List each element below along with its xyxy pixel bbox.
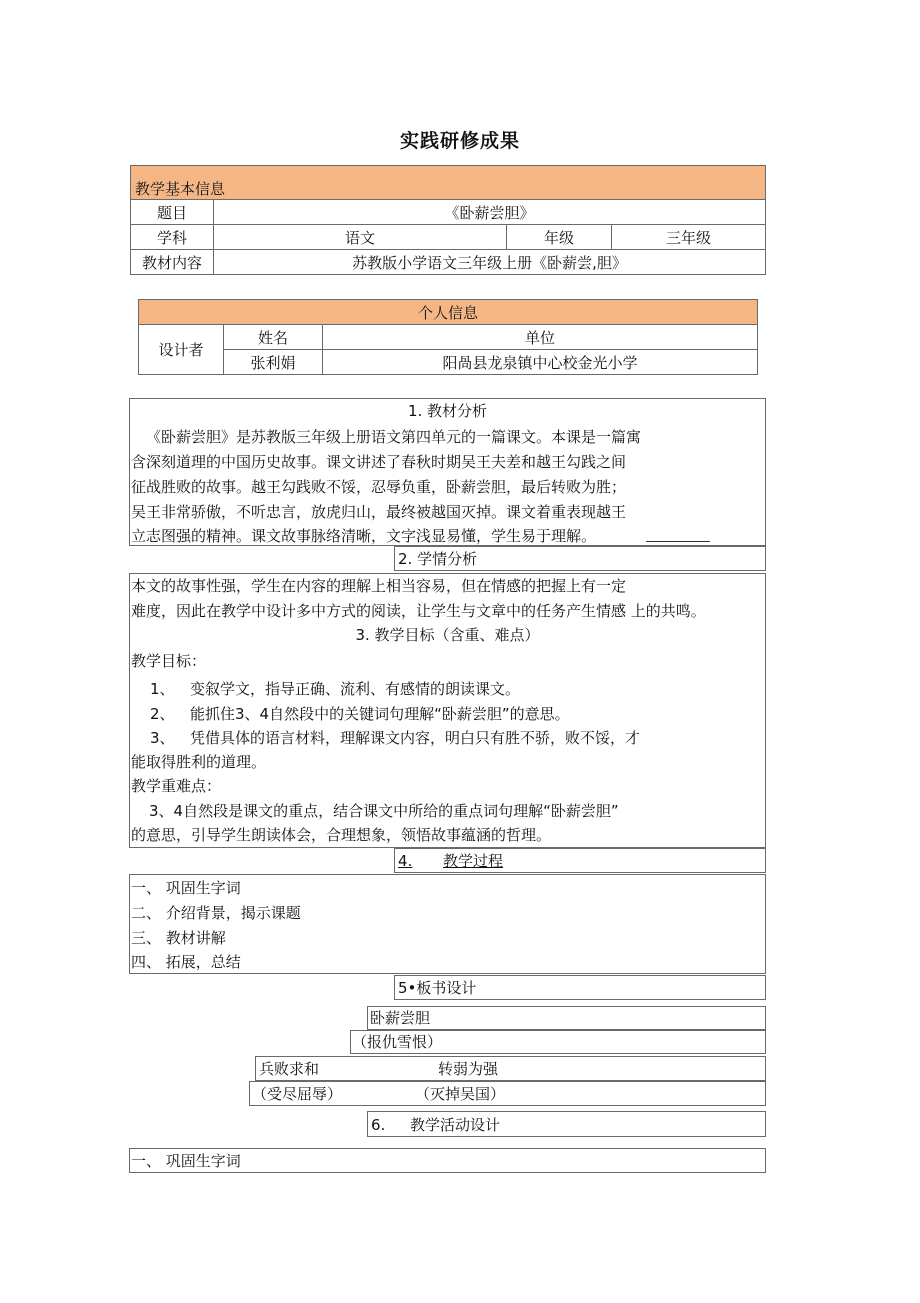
subject-label: 学科 bbox=[131, 225, 214, 250]
goal-text: 能取得胜利的道理。 bbox=[131, 753, 267, 771]
subject-value: 语文 bbox=[214, 225, 507, 250]
key-points-label: 教学重难点： bbox=[131, 777, 222, 795]
text-line: 吴王非常骄傲，不听忠言，放虎归山，最终被越国灭掉。课文着重表现越王 bbox=[131, 503, 627, 521]
goal-number: 1、 bbox=[150, 680, 175, 698]
name-label: 姓名 bbox=[224, 325, 323, 350]
section-2-heading: 2. 学情分析 bbox=[398, 550, 478, 568]
board-text: （受尽屈辱） bbox=[252, 1085, 343, 1103]
unit-value: 阳咼县龙泉镇中心校金光小学 bbox=[323, 350, 758, 375]
text-line: 立志图强的精神。课文故事脉络清晰，文字浅显易懂，学生易于理解。 bbox=[131, 527, 597, 545]
section-4-heading: 教学过程 bbox=[443, 852, 504, 870]
goal-number: 3、 bbox=[150, 729, 175, 747]
text-line: 征战胜败的故事。越王勾践败不馁，忍辱负重，卧薪尝胆，最后转败为胜； bbox=[131, 478, 627, 496]
section-3-heading: 3. 教学目标（含重、难点） bbox=[355, 626, 540, 644]
process-item: 四、 拓展，总结 bbox=[131, 953, 241, 971]
process-item: 三、 教材讲解 bbox=[131, 929, 226, 947]
section-5-heading: 5•板书设计 bbox=[398, 979, 477, 997]
page-title: 实践研修成果 bbox=[399, 130, 520, 152]
basic-info-table bbox=[130, 165, 766, 275]
unit-label: 单位 bbox=[323, 325, 758, 350]
board-text: 兵败求和 bbox=[259, 1060, 320, 1078]
text-line: 难度，因此在教学中设计多中方式的阅读，让学生与文章中的任务产生情感 上的共鸣。 bbox=[131, 602, 706, 620]
goal-number: 2、 bbox=[150, 705, 175, 723]
name-value: 张利娟 bbox=[224, 350, 323, 375]
material-label: 教材内容 bbox=[131, 250, 214, 275]
section-4-number: 4. bbox=[398, 852, 413, 870]
process-item: 二、 介绍背景，揭示课题 bbox=[131, 904, 301, 922]
grade-label: 年级 bbox=[507, 225, 612, 250]
goals-label: 教学目标： bbox=[131, 652, 207, 670]
board-text: 卧薪尝胆 bbox=[370, 1009, 431, 1027]
personal-info-table bbox=[138, 299, 758, 375]
goal-text: 能抓住3、4自然段中的关键词句理解“卧薪尝胆”的意思。 bbox=[190, 705, 570, 723]
board-row-3 bbox=[255, 1056, 766, 1081]
activity-item: 一、 巩固生字词 bbox=[131, 1152, 241, 1170]
process-item: 一、 巩固生字词 bbox=[131, 879, 241, 897]
basic-info-header: 教学基本信息 bbox=[131, 166, 766, 200]
material-value: 苏教版小学语文三年级上册《卧薪尝,胆》 bbox=[214, 250, 766, 275]
key-points-text: 的意思，引导学生朗读体会，合理想象，领悟故事蕴涵的哲理。 bbox=[131, 826, 552, 844]
text-line: 《卧薪尝胆》是苏教版三年级上册语文第四单元的一篇课文。本课是一篇寓 bbox=[146, 428, 642, 446]
section-6-number: 6. bbox=[371, 1116, 386, 1134]
key-points-text: 3、4自然段是课文的重点，结合课文中所给的重点词句理解“卧薪尝胆” bbox=[149, 802, 619, 820]
board-text: （灭掉吴国） bbox=[415, 1085, 506, 1103]
section-6-heading: 教学活动设计 bbox=[410, 1116, 501, 1134]
text-line: 含深刻道理的中国历史故事。课文讲述了春秋时期吴王夫差和越王勾践之间 bbox=[131, 453, 627, 471]
board-text: 转弱为强 bbox=[438, 1060, 499, 1078]
designer-label: 设计者 bbox=[139, 325, 224, 375]
text-line: 本文的故事性强，学生在内容的理解上相当容易，但在情感的把握上有一定 bbox=[131, 577, 627, 595]
board-text: （报仇雪恨） bbox=[352, 1033, 443, 1051]
personal-info-header: 个人信息 bbox=[139, 300, 758, 325]
underline-blank bbox=[646, 541, 710, 542]
section-1-heading: 1. 教材分析 bbox=[407, 402, 488, 420]
goal-text: 变叙学文，指导正确、流利、有感情的朗读课文。 bbox=[190, 680, 521, 698]
grade-value: 三年级 bbox=[612, 225, 766, 250]
topic-value: 《卧薪尝胆》 bbox=[214, 200, 766, 225]
topic-label: 题目 bbox=[131, 200, 214, 225]
goal-text: 凭借具体的语言材料，理解课文内容，明白只有胜不骄，败不馁，才 bbox=[190, 729, 641, 747]
